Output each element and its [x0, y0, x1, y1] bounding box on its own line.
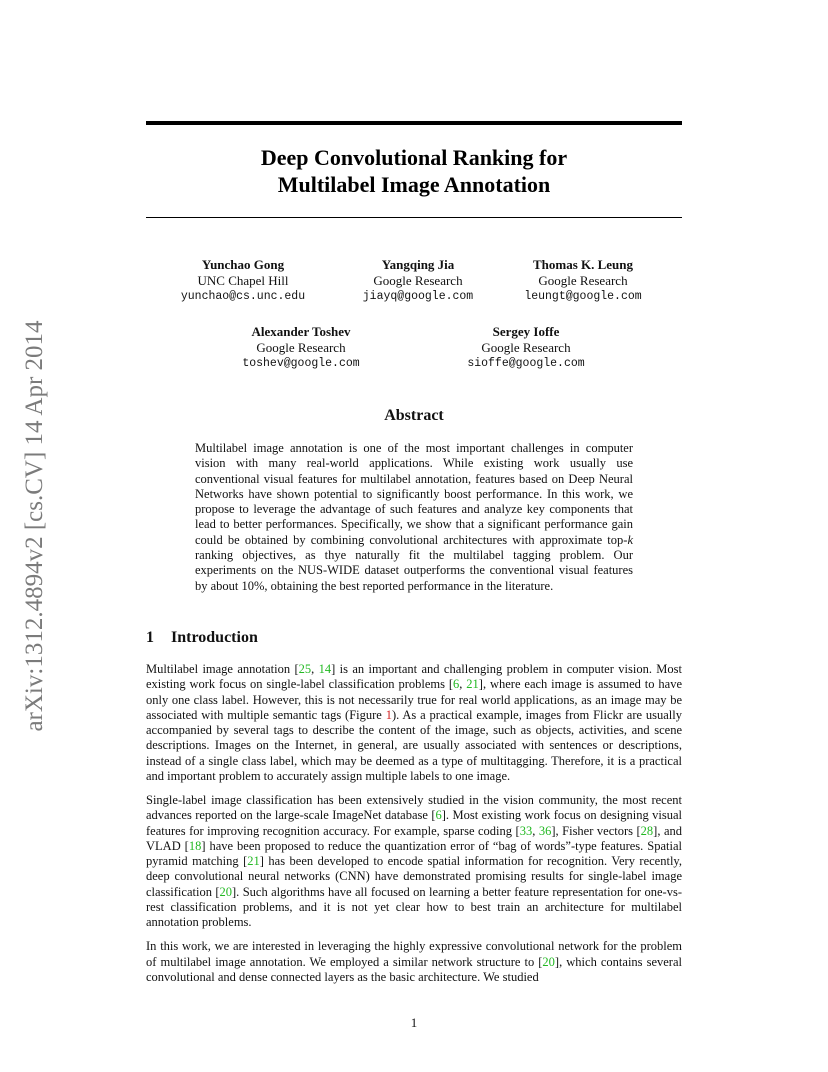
author-affiliation: UNC Chapel Hill	[197, 273, 289, 288]
author-block	[483, 257, 683, 305]
citation-link[interactable]: 36	[538, 823, 552, 838]
author-block	[426, 324, 626, 372]
citation-link[interactable]: 20	[219, 884, 233, 899]
title-line-2: Multilabel Image Annotation	[277, 172, 551, 197]
figure-link[interactable]: 1	[385, 707, 392, 722]
author-affiliation: Google Research	[373, 273, 463, 288]
title-bottom-rule	[146, 217, 682, 218]
math-k: k	[627, 532, 633, 547]
page-number: 1	[410, 1015, 418, 1030]
title-line-1: Deep Convolutional Ranking for	[260, 145, 568, 170]
author-name: Sergey Ioffe	[492, 324, 560, 339]
citation-link[interactable]: 28	[640, 823, 654, 838]
citation-link[interactable]: 14	[318, 662, 332, 676]
author-email[interactable]: yunchao@cs.unc.edu	[180, 290, 306, 303]
abstract-part: ranking objectives, as thye naturally fit the multilabel tagging problem. Our experiments on the NUS-WIDE dataset outperforms the conventional visual features by about 10%, obtaining the best reported performance in the literature.	[195, 548, 633, 593]
author-email[interactable]: toshev@google.com	[242, 357, 360, 370]
author-name: Yangqing Jia	[381, 257, 455, 272]
citation-link[interactable]: 25	[298, 662, 312, 676]
paragraph: Multilabel image annotation [25, 14] is an important and challenging problem in computer vision. Most existing work focus on single-label classification problems [6, 21], where each image is assumed to have only one class label. However, this is not necessarily true for real world applications, as an image may be associated with multiple semantic tags (Figure 1). As a practical example, images from Flickr are usually accompanied by several tags to describe the content of the image, such as objects, activities, and scene descriptions. Images on the Internet, in general, are usually associated with sentences or descriptions, instead of a single class label, which may be deemed as a type of multitagging. Therefore, it is a practical and important problem to accurately assign multiple labels to one image.	[146, 662, 683, 783]
abstract-part: Multilabel image annotation is one of the most important challenges in computer vision with many real-world applications. While existing work usually use conventional visual features for multilabel annotation, features based on Deep Neural Networks have shown potential to significantly boost performance. In this work, we propose to leverage the advantage of such features and analyze key components that lead to better performances. Specifically, we show that a significant performance gain could be obtained by combining convolutional architectures with approximate top-	[195, 441, 633, 547]
section-number: 1	[146, 629, 154, 646]
author-affiliation: Google Research	[538, 273, 628, 288]
title-top-rule	[146, 121, 682, 125]
author-block	[201, 324, 401, 372]
abstract-text	[195, 441, 633, 594]
paragraph: Single-label image classification has been extensively studied in the vision community, the most recent advances reported on the large-scale ImageNet database [6]. Most existing work focus on designing visual features for improving recognition accuracy. For example, sparse coding [33, 36], Fisher vectors [28], and VLAD [18] have been proposed to reduce the quantization error of “bag of words”-type features. Spatial pyramid matching [21] has been developed to encode spatial information for recognition. Very recently, deep convolutional neural networks (CNN) have demonstrated promising results for single-label image classification [20]. Such algorithms have all focused on learning a better feature representation for one-vs-rest classification problems, and it is not yet clear how to best train an architecture for multilabel annotation problems.	[146, 793, 683, 929]
author-email[interactable]: jiayq@google.com	[362, 290, 474, 303]
paragraph: In this work, we are interested in leveraging the highly expressive convolutional network for the problem of multilabel image annotation. We employed a similar network structure to [20], which contains several convolutional and dense connected layers as the basic architecture. We studied	[146, 939, 682, 984]
citation-link[interactable]: 18	[188, 838, 202, 853]
citation-link[interactable]: 33	[519, 823, 533, 838]
author-name: Yunchao Gong	[201, 257, 285, 272]
author-block	[143, 257, 343, 305]
introduction-body	[146, 662, 682, 994]
citation-link[interactable]: 6	[453, 677, 460, 692]
citation-link[interactable]: 21	[466, 677, 479, 692]
section-heading	[146, 629, 258, 647]
paper-title	[146, 144, 682, 198]
author-name: Alexander Toshev	[251, 324, 351, 339]
author-affiliation: Google Research	[481, 340, 571, 355]
citation-link[interactable]: 20	[542, 954, 555, 969]
citation-link[interactable]: 6	[435, 808, 442, 823]
author-email[interactable]: sioffe@google.com	[467, 357, 585, 370]
author-name: Thomas K. Leung	[532, 257, 634, 272]
author-affiliation: Google Research	[256, 340, 346, 355]
arxiv-identifier: arXiv:1312.4894v2 [cs.CV] 14 Apr 2014	[21, 320, 48, 732]
abstract-heading: Abstract	[384, 407, 444, 424]
author-email[interactable]: leungt@google.com	[524, 290, 642, 303]
citation-link[interactable]: 21	[247, 854, 260, 868]
section-title: Introduction	[171, 629, 258, 646]
